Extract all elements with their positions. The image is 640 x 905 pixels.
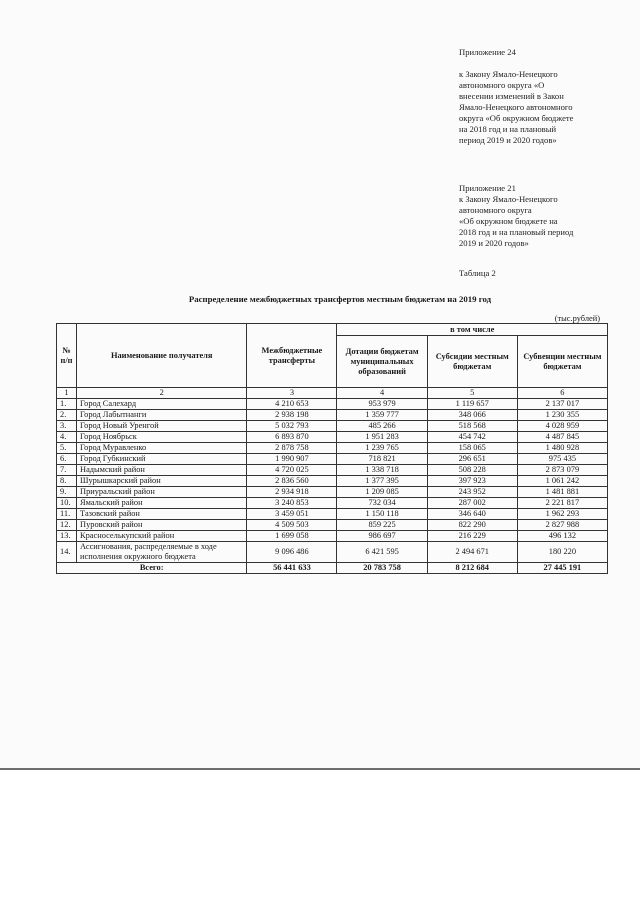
- cell-subsidies: 348 066: [427, 410, 517, 421]
- cell-grants: 986 697: [337, 531, 427, 542]
- cell-name: Пуровский район: [77, 520, 247, 531]
- table-row: [57, 476, 608, 487]
- annex-21-line: к Закону Ямало-Ненецкого: [459, 194, 558, 204]
- cell-name: Город Муравленко: [77, 443, 247, 454]
- cell-num: 7.: [57, 465, 77, 476]
- cell-num: 13.: [57, 531, 77, 542]
- total-transfers: 56 441 633: [247, 563, 337, 574]
- annex-24-line: на 2018 год и на плановый: [459, 124, 557, 134]
- cell-transfers: 3 459 051: [247, 509, 337, 520]
- cell-subventions: 1 480 928: [517, 443, 607, 454]
- annex-24-block: [459, 47, 629, 146]
- cell-num: 10.: [57, 498, 77, 509]
- cell-name: Приуральский район: [77, 487, 247, 498]
- cell-grants: 485 266: [337, 421, 427, 432]
- table-row: [57, 454, 608, 465]
- document-title: Распределение межбюджетных трансфертов местным бюджетам на 2019 год: [188, 294, 492, 304]
- cell-subsidies: 216 229: [427, 531, 517, 542]
- cell-subventions: 4 028 959: [517, 421, 607, 432]
- cell-grants: 859 225: [337, 520, 427, 531]
- cell-subventions: 4 487 845: [517, 432, 607, 443]
- annex-21-line: автономного округа: [459, 205, 532, 215]
- cell-subsidies: 2 494 671: [427, 542, 517, 563]
- cell-transfers: 4 210 653: [247, 399, 337, 410]
- cell-subsidies: 508 228: [427, 465, 517, 476]
- cell-transfers: 2 878 758: [247, 443, 337, 454]
- cell-transfers: 4 720 025: [247, 465, 337, 476]
- cell-name: Ямальский район: [77, 498, 247, 509]
- cell-name: Надымский район: [77, 465, 247, 476]
- annex-24-line: округа «Об окружном бюджете: [459, 113, 574, 123]
- cell-num: 2.: [57, 410, 77, 421]
- cell-transfers: 2 836 560: [247, 476, 337, 487]
- cell-num: 4.: [57, 432, 77, 443]
- cell-subventions: 1 230 355: [517, 410, 607, 421]
- cell-grants: 1 951 283: [337, 432, 427, 443]
- annex-24-line: к Закону Ямало-Ненецкого: [459, 69, 558, 79]
- header-grants: Дотации бюджетам муниципальных образований: [337, 336, 427, 388]
- cell-num: 14.: [57, 542, 77, 563]
- cell-grants: 1 359 777: [337, 410, 427, 421]
- table-row: [57, 542, 608, 563]
- cell-subventions: 2 221 817: [517, 498, 607, 509]
- page-edge: [0, 768, 640, 770]
- header-subsidies: Субсидии местным бюджетам: [427, 336, 517, 388]
- transfers-table: [56, 323, 608, 574]
- cell-subsidies: 158 065: [427, 443, 517, 454]
- cell-num: 11.: [57, 509, 77, 520]
- header-name: Наименование получателя: [77, 324, 247, 388]
- cell-transfers: 3 240 853: [247, 498, 337, 509]
- header-num: № п/п: [57, 324, 77, 388]
- annex-21-line: «Об окружном бюджете на: [459, 216, 558, 226]
- cell-transfers: 9 096 486: [247, 542, 337, 563]
- annex-21-title: Приложение 21: [459, 183, 516, 193]
- cell-grants: 953 979: [337, 399, 427, 410]
- table-row: [57, 443, 608, 454]
- column-index: 2: [77, 388, 247, 399]
- annex-21-line: 2018 год и на плановый период: [459, 227, 574, 237]
- header-subventions: Субвенции местным бюджетам: [517, 336, 607, 388]
- cell-num: 8.: [57, 476, 77, 487]
- column-index: 3: [247, 388, 337, 399]
- cell-grants: 1 150 118: [337, 509, 427, 520]
- column-index: 5: [427, 388, 517, 399]
- cell-grants: 718 821: [337, 454, 427, 465]
- cell-subventions: 1 061 242: [517, 476, 607, 487]
- column-index: 4: [337, 388, 427, 399]
- cell-grants: 732 034: [337, 498, 427, 509]
- total-subventions: 27 445 191: [517, 563, 607, 574]
- cell-subsidies: 518 568: [427, 421, 517, 432]
- cell-transfers: 6 893 870: [247, 432, 337, 443]
- cell-subsidies: 346 640: [427, 509, 517, 520]
- cell-subventions: 2 827 988: [517, 520, 607, 531]
- cell-transfers: 1 990 907: [247, 454, 337, 465]
- cell-subventions: 975 435: [517, 454, 607, 465]
- cell-num: 3.: [57, 421, 77, 432]
- cell-num: 6.: [57, 454, 77, 465]
- cell-subventions: 1 962 293: [517, 509, 607, 520]
- table-row: [57, 465, 608, 476]
- table-row: [57, 498, 608, 509]
- total-row: [57, 563, 608, 574]
- annex-21-block: [459, 183, 629, 249]
- cell-name: Красноселькупский район: [77, 531, 247, 542]
- table-row: [57, 421, 608, 432]
- cell-transfers: 5 032 793: [247, 421, 337, 432]
- cell-name: Город Новый Уренгой: [77, 421, 247, 432]
- annex-24-line: внесении изменений в Закон: [459, 91, 564, 101]
- cell-num: 5.: [57, 443, 77, 454]
- table-row: [57, 432, 608, 443]
- cell-subsidies: 397 923: [427, 476, 517, 487]
- cell-name: Город Лабытнанги: [77, 410, 247, 421]
- annex-24-title: Приложение 24: [459, 47, 516, 57]
- table-row: [57, 531, 608, 542]
- cell-grants: 1 209 085: [337, 487, 427, 498]
- cell-subsidies: 243 952: [427, 487, 517, 498]
- cell-subsidies: 296 651: [427, 454, 517, 465]
- header-transfers: Межбюджетные трансферты: [247, 324, 337, 388]
- cell-name: Тазовский район: [77, 509, 247, 520]
- cell-subventions: 1 481 881: [517, 487, 607, 498]
- cell-num: 1.: [57, 399, 77, 410]
- cell-grants: 6 421 595: [337, 542, 427, 563]
- table-row: [57, 487, 608, 498]
- annex-24-line: Ямало-Ненецкого автономного: [459, 102, 573, 112]
- cell-name: Город Салехард: [77, 399, 247, 410]
- table-row: [57, 520, 608, 531]
- table-row: [57, 399, 608, 410]
- cell-name: Ассигнования, распределяемые в ходе исполнения окружного бюджета: [77, 542, 247, 563]
- cell-transfers: 2 938 198: [247, 410, 337, 421]
- cell-subsidies: 454 742: [427, 432, 517, 443]
- annex-21-line: 2019 и 2020 годов»: [459, 238, 529, 248]
- cell-num: 12.: [57, 520, 77, 531]
- annex-24-line: автономного округа «О: [459, 80, 545, 90]
- cell-subventions: 2 137 017: [517, 399, 607, 410]
- cell-subventions: 180 220: [517, 542, 607, 563]
- cell-grants: 1 239 765: [337, 443, 427, 454]
- total-subsidies: 8 212 684: [427, 563, 517, 574]
- table-row: [57, 509, 608, 520]
- column-index: 1: [57, 388, 77, 399]
- column-index: 6: [517, 388, 607, 399]
- cell-name: Шурышкарский район: [77, 476, 247, 487]
- cell-subsidies: 1 119 657: [427, 399, 517, 410]
- table-row: [57, 410, 608, 421]
- total-label: Всего:: [57, 563, 247, 574]
- cell-name: Город Ноябрьск: [77, 432, 247, 443]
- cell-subsidies: 822 290: [427, 520, 517, 531]
- total-grants: 20 783 758: [337, 563, 427, 574]
- header-including: в том числе: [337, 324, 608, 336]
- units-label: (тыс.рублей): [554, 314, 600, 323]
- cell-grants: 1 338 718: [337, 465, 427, 476]
- table-label: Таблица 2: [459, 268, 496, 278]
- cell-subventions: 496 132: [517, 531, 607, 542]
- cell-transfers: 2 934 918: [247, 487, 337, 498]
- annex-24-line: период 2019 и 2020 годов»: [459, 135, 557, 145]
- cell-subventions: 2 873 079: [517, 465, 607, 476]
- cell-subsidies: 287 002: [427, 498, 517, 509]
- cell-num: 9.: [57, 487, 77, 498]
- cell-transfers: 1 699 058: [247, 531, 337, 542]
- cell-transfers: 4 509 503: [247, 520, 337, 531]
- cell-grants: 1 377 395: [337, 476, 427, 487]
- cell-name: Город Губкинский: [77, 454, 247, 465]
- column-index-row: [57, 388, 608, 399]
